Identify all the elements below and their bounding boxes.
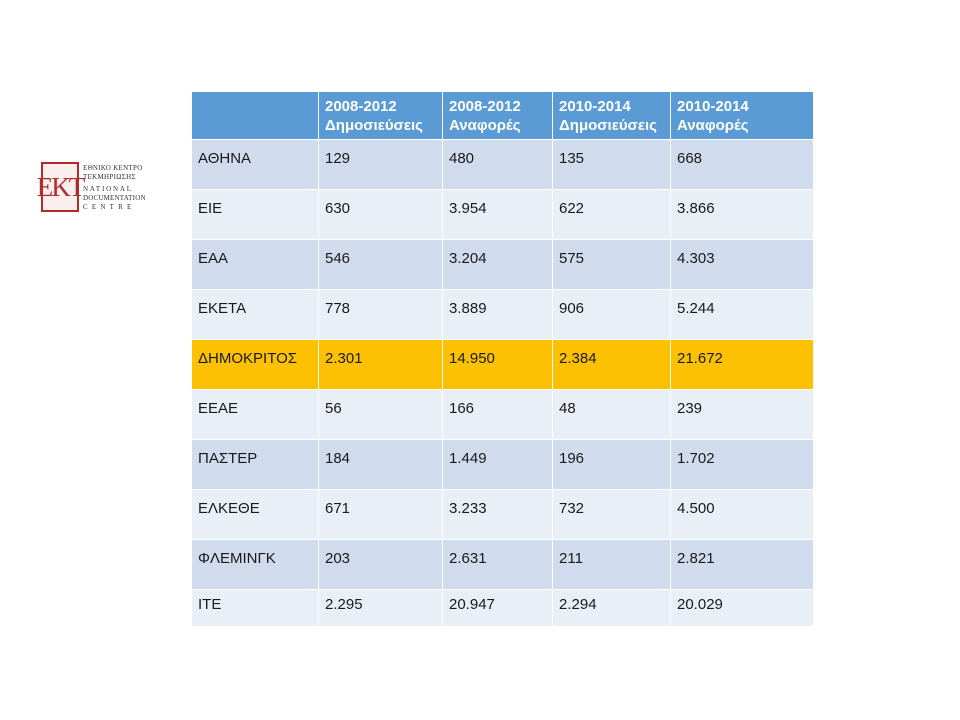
value-cell: 20.029 (671, 590, 814, 627)
value-cell: 3.954 (443, 190, 553, 240)
header-period: 2010-2014 (559, 98, 631, 115)
value-cell: 56 (319, 390, 443, 440)
value-cell: 3.204 (443, 240, 553, 290)
institute-name-cell: ΙΤΕ (192, 590, 319, 627)
logo-english-line-2: DOCUMENTATION (83, 194, 146, 202)
value-cell: 129 (319, 140, 443, 190)
header-metric: Δημοσιεύσεις (559, 117, 657, 134)
value-cell: 211 (553, 540, 671, 590)
value-cell: 166 (443, 390, 553, 440)
value-cell: 2.295 (319, 590, 443, 627)
logo-greek-line-2: ΤΕΚΜΗΡΙΩΣΗΣ (83, 173, 136, 181)
value-cell: 20.947 (443, 590, 553, 627)
institute-name-cell: ΕΑΑ (192, 240, 319, 290)
table-row (192, 240, 814, 290)
table-row (192, 140, 814, 190)
value-cell: 778 (319, 290, 443, 340)
table-row (192, 290, 814, 340)
table-body (192, 140, 814, 627)
institute-name-cell: ΑΘΗΝΑ (192, 140, 319, 190)
institute-name-cell: ΔΗΜΟΚΡΙΤΟΣ (192, 340, 319, 390)
header-cell-2010-2014-publications (553, 92, 671, 140)
header-period: 2008-2012 (325, 98, 397, 115)
header-cell-2008-2012-citations (443, 92, 553, 140)
value-cell: 4.303 (671, 240, 814, 290)
table-row-highlighted (192, 340, 814, 390)
table-row (192, 190, 814, 240)
value-cell: 203 (319, 540, 443, 590)
logo-english-line-3: CENTRE (83, 203, 136, 211)
header-metric: Αναφορές (677, 117, 749, 134)
value-cell: 575 (553, 240, 671, 290)
value-cell: 3.889 (443, 290, 553, 340)
table-row (192, 390, 814, 440)
institute-name-cell: ΠΑΣΤΕΡ (192, 440, 319, 490)
value-cell: 21.672 (671, 340, 814, 390)
value-cell: 135 (553, 140, 671, 190)
value-cell: 3.233 (443, 490, 553, 540)
value-cell: 4.500 (671, 490, 814, 540)
header-period: 2008-2012 (449, 98, 521, 115)
value-cell: 668 (671, 140, 814, 190)
header-metric: Αναφορές (449, 117, 521, 134)
table-row (192, 440, 814, 490)
value-cell: 3.866 (671, 190, 814, 240)
table-header-row (192, 92, 814, 140)
institute-name-cell: ΕΚΕΤΑ (192, 290, 319, 340)
header-period: 2010-2014 (677, 98, 749, 115)
value-cell: 671 (319, 490, 443, 540)
value-cell: 2.294 (553, 590, 671, 627)
value-cell: 2.821 (671, 540, 814, 590)
value-cell: 906 (553, 290, 671, 340)
value-cell: 732 (553, 490, 671, 540)
value-cell: 184 (319, 440, 443, 490)
value-cell: 5.244 (671, 290, 814, 340)
institute-name-cell: ΕΛΚΕΘΕ (192, 490, 319, 540)
header-cell-2010-2014-citations (671, 92, 814, 140)
logo-greek-line-1: ΕΘΝΙΚΟ ΚΕΝΤΡΟ (83, 164, 143, 172)
value-cell: 14.950 (443, 340, 553, 390)
value-cell: 1.702 (671, 440, 814, 490)
value-cell: 48 (553, 390, 671, 440)
value-cell: 622 (553, 190, 671, 240)
table-row (192, 490, 814, 540)
institute-name-cell: ΕΕΑΕ (192, 390, 319, 440)
ekt-logo-mark: EKT (41, 162, 79, 212)
value-cell: 630 (319, 190, 443, 240)
header-cell-2008-2012-publications (319, 92, 443, 140)
ekt-logo-text (83, 164, 146, 212)
value-cell: 2.631 (443, 540, 553, 590)
table-row (192, 540, 814, 590)
logo-english-line-1: NATIONAL (83, 185, 133, 193)
header-cell-institute (192, 92, 319, 140)
value-cell: 239 (671, 390, 814, 440)
value-cell: 2.301 (319, 340, 443, 390)
institutes-table (191, 91, 814, 627)
value-cell: 546 (319, 240, 443, 290)
value-cell: 2.384 (553, 340, 671, 390)
institute-name-cell: ΕΙΕ (192, 190, 319, 240)
table-row (192, 590, 814, 627)
value-cell: 480 (443, 140, 553, 190)
value-cell: 1.449 (443, 440, 553, 490)
value-cell: 196 (553, 440, 671, 490)
institute-name-cell: ΦΛΕΜΙΝΓΚ (192, 540, 319, 590)
header-metric: Δημοσιεύσεις (325, 117, 423, 134)
ekt-logo (36, 162, 146, 212)
